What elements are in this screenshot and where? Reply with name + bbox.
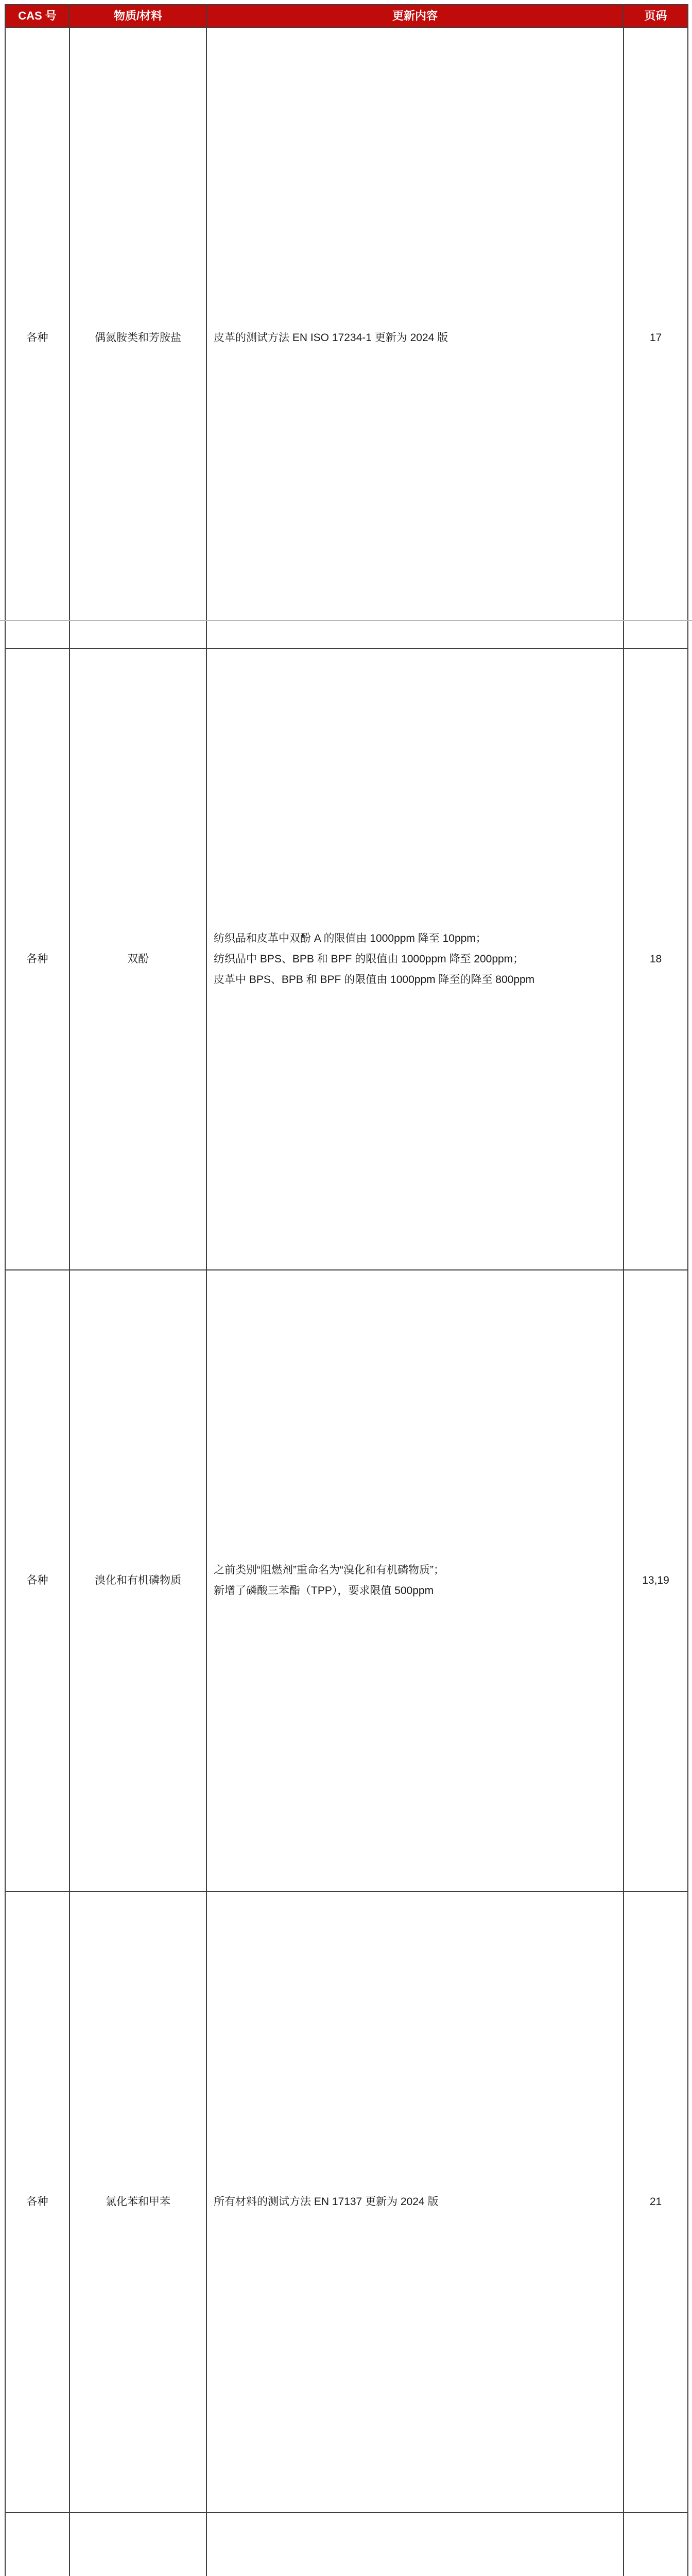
content-cell: 所有材料的测试方法 EN 17137 更新为 2024 版 — [206, 1891, 624, 2513]
page-cell: 17 — [624, 27, 688, 649]
header-cas: CAS 号 — [5, 5, 70, 27]
content-cell: 之前类别“阻燃剂”重命名为“溴化和有机磷物质”； 新增了磷酸三苯酯（TPP），要求限值 500ppm — [206, 1270, 624, 1891]
page-cell — [624, 2513, 688, 2576]
header-page: 页码 — [624, 5, 688, 27]
material-cell: 双酚 — [70, 649, 206, 1270]
material-cell — [70, 2513, 206, 2576]
cas-cell — [5, 2513, 70, 2576]
content-cell: 皮革的测试方法 EN ISO 17234-1 更新为 2024 版 — [206, 27, 624, 649]
page-cell: 21 — [624, 1891, 688, 2513]
table-row — [5, 27, 688, 649]
cas-cell: 各种 — [5, 1270, 70, 1891]
bottom-divider — [0, 620, 692, 621]
header-content: 更新内容 — [206, 5, 624, 27]
material-cell: 溴化和有机磷物质 — [70, 1270, 206, 1891]
table-row — [5, 649, 688, 1270]
page-cell: 13,19 — [624, 1270, 688, 1891]
table-row — [5, 1891, 688, 2513]
content-cell: 纺织品和皮革中双酚 A 的限值由 1000ppm 降至 10ppm； 纺织品中 BPS、BPB 和 BPF 的限值由 1000ppm 降至 200ppm； 皮革中 BPS、BPB 和 BPF 的限值由 1000ppm 降至的降至 800ppm — [206, 649, 624, 1270]
page-cell: 18 — [624, 649, 688, 1270]
cas-cell: 各种 — [5, 27, 70, 649]
header-row — [5, 5, 688, 27]
table-row — [5, 2513, 688, 2576]
content-cell — [206, 2513, 624, 2576]
cas-cell: 各种 — [5, 1891, 70, 2513]
material-cell: 氯化苯和甲苯 — [70, 1891, 206, 2513]
document-page — [0, 4, 692, 2208]
table-row — [5, 1270, 688, 1891]
cas-cell: 各种 — [5, 649, 70, 1270]
material-cell: 偶氮胺类和芳胺盐 — [70, 27, 206, 649]
substances-update-table — [5, 4, 688, 2576]
header-material: 物质/材料 — [70, 5, 206, 27]
